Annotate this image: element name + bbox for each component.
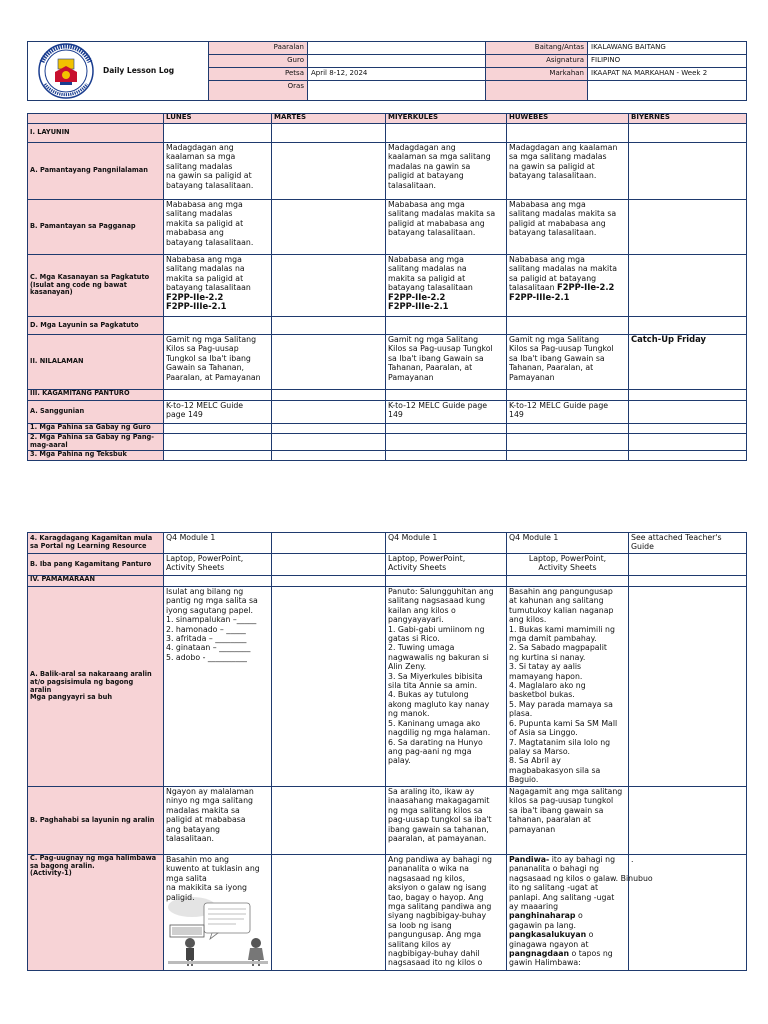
cell-pagganap-miyerkules: Mababasa ang mga salitang madalas makita sa paligid at mababasa ang batayang talasalitaan. bbox=[386, 200, 507, 255]
lesson-log-table-top bbox=[27, 113, 747, 461]
header-title: Daily Lesson Log bbox=[103, 66, 175, 75]
cell-karagdagang-biyernes: See attached Teacher's Guide bbox=[629, 533, 747, 554]
field-label-empty bbox=[486, 81, 588, 101]
cell-iba-pang-miyerkules: Laptop, PowerPoint, Activity Sheets bbox=[386, 554, 507, 576]
story-illustration bbox=[166, 897, 270, 967]
cell-pag-uugnay-huwebes: Pandiwa- ito ay bahagi ng pananalita o bahagi ng nagsasaad ng kilos o galaw. Binubuo ito ng salitang -ugat at panlapi. Ang salitang -ugat ay maaaring panghinaharap o gagawin pa lang. pangkasalukuyan o ginagawa ngayon at pangnagdaan o tapos ng gawin Halimbawa: bbox=[507, 855, 629, 971]
day-header-martes: MARTES bbox=[272, 114, 386, 124]
cell-pangnilalaman-huwebes: Madagdagan ang kaalaman sa mga salitang madalas na gawin sa paligid at batayang talasalitaan. bbox=[507, 143, 629, 200]
cell-pangnilalaman-miyerkules: Madagdagan ang kaalaman sa mga salitang madalas na gawin sa paligid at batayang talasalitaan. bbox=[386, 143, 507, 200]
cell-kasanayan-lunes: Nababasa ang mga salitang madalas na makita sa paligid at batayang talasalitaan F2PP-IIe-2.2 F2PP-IIIe-2.1 bbox=[164, 255, 272, 317]
cell-paghahabi-miyerkules: Sa araling ito, ikaw ay inaasahang makagagamit ng mga salitang kilos sa pag-uusap tungkol sa iba't ibang gawain sa tahanan, paaralan, at pamayanan. bbox=[386, 787, 507, 855]
field-value-baitang: IKALAWANG BAITANG bbox=[588, 42, 747, 55]
cell-karagdagang-miyerkules: Q4 Module 1 bbox=[386, 533, 507, 554]
field-label-baitang: Baitang/Antas bbox=[486, 42, 588, 55]
row-label-teksbuk: 3. Mga Pahina ng Teksbuk bbox=[28, 451, 164, 461]
field-value-markahan: IKAAPAT NA MARKAHAN - Week 2 bbox=[588, 68, 747, 81]
field-value-guro bbox=[308, 55, 486, 68]
cell-sanggunian-huwebes: K-to-12 MELC Guide page 149 bbox=[507, 401, 629, 424]
cell-pangnilalaman-lunes: Madagdagan ang kaalaman sa mga salitang madalas na gawin sa paligid at batayang talasalitaan. bbox=[164, 143, 272, 200]
cell-balik-aral-miyerkules: Panuto: Salungguhitan ang salitang nagsasaad kung kailan ang kilos o pangyayayari. 1. Gabi-gabi umiinom ng gatas si Rico. 2. Tuwing umaga nagwawalis ng bakuran si Alin Zeny. 3. Sa Miyerkules bibisita sila tita Annie sa amin. 4. Bukas ay tutulong akong magluto kay nanay ng manok. 5. Kaninang umaga ako nagdilig ng mga halaman. 6. Sa darating na Hunyo ang pag-aani ng mga palay. bbox=[386, 587, 507, 787]
section-kagamitang-panturo: III. KAGAMITANG PANTURO bbox=[28, 390, 164, 401]
cell-kasanayan-huwebes: Nababasa ang mga salitang madalas na makita sa paligid at batayang talasalitaan F2PP-IIe-2.2 F2PP-IIIe-2.1 bbox=[507, 255, 629, 317]
section-pamamaraan: IV. PAMAMARAAN bbox=[28, 576, 164, 587]
field-label-paaralan: Paaralan bbox=[209, 42, 308, 55]
cell-sanggunian-lunes: K-to-12 MELC Guide page 149 bbox=[164, 401, 272, 424]
cell-paghahabi-huwebes: Nagagamit ang mga salitang kilos sa pag-uusap tungkol sa iba't ibang gawain sa tahanan, paaralan at pamayanan bbox=[507, 787, 629, 855]
field-value-paaralan bbox=[308, 42, 486, 55]
field-value-petsa: April 8-12, 2024 bbox=[308, 68, 486, 81]
cell-paghahabi-lunes: Ngayon ay malalaman ninyo ng mga salitang madalas makita sa paligid at mababasa ang batayang talasalitaan. bbox=[164, 787, 272, 855]
row-label-paghahabi: B. Paghahabi sa layunin ng aralin bbox=[28, 787, 164, 855]
cell-iba-pang-huwebes: Laptop, PowerPoint, Activity Sheets bbox=[507, 554, 629, 576]
row-label-layunin-pagkatuto: D. Mga Layunin sa Pagkatuto bbox=[28, 317, 164, 335]
cell-kasanayan-miyerkules: Nababasa ang mga salitang madalas na makita sa paligid at batayang talasalitaan F2PP-IIe-2.2 F2PP-IIIe-2.1 bbox=[386, 255, 507, 317]
lesson-log-table-bottom bbox=[27, 532, 747, 971]
field-label-markahan: Markahan bbox=[486, 68, 588, 81]
cell-nilalaman-lunes: Gamit ng mga Salitang Kilos sa Pag-uusap Tungkol sa Iba't ibang Gawain sa Tahanan, Paaralan, at Pamayanan bbox=[164, 335, 272, 390]
cell-nilalaman-huwebes: Gamit ng mga Salitang Kilos sa Pag-uusap Tungkol sa Iba't ibang Gawain sa Tahanan, Paaralan, at Pamayanan bbox=[507, 335, 629, 390]
cell-iba-pang-lunes: Laptop, PowerPoint, Activity Sheets bbox=[164, 554, 272, 576]
row-label-sanggunian: A. Sanggunian bbox=[28, 401, 164, 424]
cell-pag-uugnay-biyernes: . bbox=[629, 855, 747, 971]
row-label-karagdagang: 4. Karagdagang Kagamitan mula sa Portal ng Learning Resource bbox=[28, 533, 164, 554]
section-layunin: I. LAYUNIN bbox=[28, 124, 164, 143]
cell-nilalaman-biyernes: Catch-Up Friday bbox=[629, 335, 747, 390]
field-label-asignatura: Asignatura bbox=[486, 55, 588, 68]
cell-pagganap-lunes: Mababasa ang mga salitang madalas makita sa paligid at mababasa ang batayang talasalitaan. bbox=[164, 200, 272, 255]
cell-pagganap-huwebes: Mababasa ang mga salitang madalas makita sa paligid at mababasa ang batayang talasalitaan. bbox=[507, 200, 629, 255]
cell-nilalaman-miyerkules: Gamit ng mga Salitang Kilos sa Pag-uusap Tungkol sa Iba't ibang Gawain sa Tahanan, Paaralan, at Pamayanan bbox=[386, 335, 507, 390]
field-value-oras bbox=[308, 81, 486, 101]
cell-karagdagang-huwebes: Q4 Module 1 bbox=[507, 533, 629, 554]
day-header-lunes: LUNES bbox=[164, 114, 272, 124]
field-value-asignatura: FILIPINO bbox=[588, 55, 747, 68]
row-label-gabay-guro: 1. Mga Pahina sa Gabay ng Guro bbox=[28, 424, 164, 434]
row-label-balik-aral: A. Balik-aral sa nakaraang aralin at/o pagsisimula ng bagong aralin Mga pangyayri sa buh bbox=[28, 587, 164, 787]
day-header-miyerkules: MIYERKULES bbox=[386, 114, 507, 124]
field-value-empty bbox=[588, 81, 747, 101]
day-header-blank bbox=[28, 114, 164, 124]
cell-sanggunian-miyerkules: K-to-12 MELC Guide page 149 bbox=[386, 401, 507, 424]
row-label-gabay-mag-aaral: 2. Mga Pahina sa Gabay ng Pang-mag-aaral bbox=[28, 434, 164, 451]
row-label-pamantayan-pagganap: B. Pamantayan sa Pagganap bbox=[28, 200, 164, 255]
cell-karagdagang-lunes: Q4 Module 1 bbox=[164, 533, 272, 554]
cell-balik-aral-lunes: Isulat ang bilang ng pantig ng mga salita sa iyong sagutang papel. 1. sinampalukan –_____ 2. hamonado – _____ 3. afritada – ________ 4. ginataan – ________ 5. adobo - __________ bbox=[164, 587, 272, 787]
row-label-pag-uugnay: C. Pag-uugnay ng mga halimbawa sa bagong aralin. (Activity-1) bbox=[28, 855, 164, 971]
deped-seal-logo bbox=[33, 42, 99, 100]
cell-pag-uugnay-lunes: Basahin mo ang kuwento at tuklasin ang mga salita na makikita sa iyong paligid. bbox=[164, 855, 272, 971]
cell-balik-aral-huwebes: Basahin ang pangungusap at kahunan ang salitang tumutukoy kalian naganap ang kilos. 1. Bukas kami mamimili ng mga damit pambahay. 2. Sa Sabado magpapalit ng kurtina si nanay. 3. Si tatay ay aalis mamayang hapon. 4. Maglalaro ako ng basketbol bukas. 5. May parada mamaya sa plasa. 6. Pupunta kami Sa SM Mall of Asia sa Linggo. 7. Magtatanim sila lolo ng palay sa Marso. 8. Sa Abril ay magbabakasyon sila sa Baguio. bbox=[507, 587, 629, 787]
row-label-nilalaman: II. NILALAMAN bbox=[28, 335, 164, 390]
header-table bbox=[27, 41, 747, 101]
field-label-petsa: Petsa bbox=[209, 68, 308, 81]
header-logo-cell bbox=[28, 42, 209, 101]
day-header-huwebes: HUWEBES bbox=[507, 114, 629, 124]
row-label-iba-pang: B. Iba pang Kagamitang Panturo bbox=[28, 554, 164, 576]
cell-pag-uugnay-miyerkules: Ang pandiwa ay bahagi ng pananalita o wika na nagsasaad ng kilos, aksiyon o galaw ng isang tao, bagay o hayop. Ang mga salitang pandiwa ang siyang nagbibigay-buhay sa loob ng isang pangungusap. Ang mga salitang kilos ay nagbibigay-buhay dahil nagsasaad ito ng kilos o bbox=[386, 855, 507, 971]
row-label-kasanayan: C. Mga Kasanayan sa Pagkatuto (Isulat ang code ng bawat kasanayan) bbox=[28, 255, 164, 317]
field-label-oras: Oras bbox=[209, 81, 308, 101]
day-header-biyernes: BIYERNES bbox=[629, 114, 747, 124]
row-label-pamantayang-pangnilalaman: A. Pamantayang Pangnilalaman bbox=[28, 143, 164, 200]
field-label-guro: Guro bbox=[209, 55, 308, 68]
